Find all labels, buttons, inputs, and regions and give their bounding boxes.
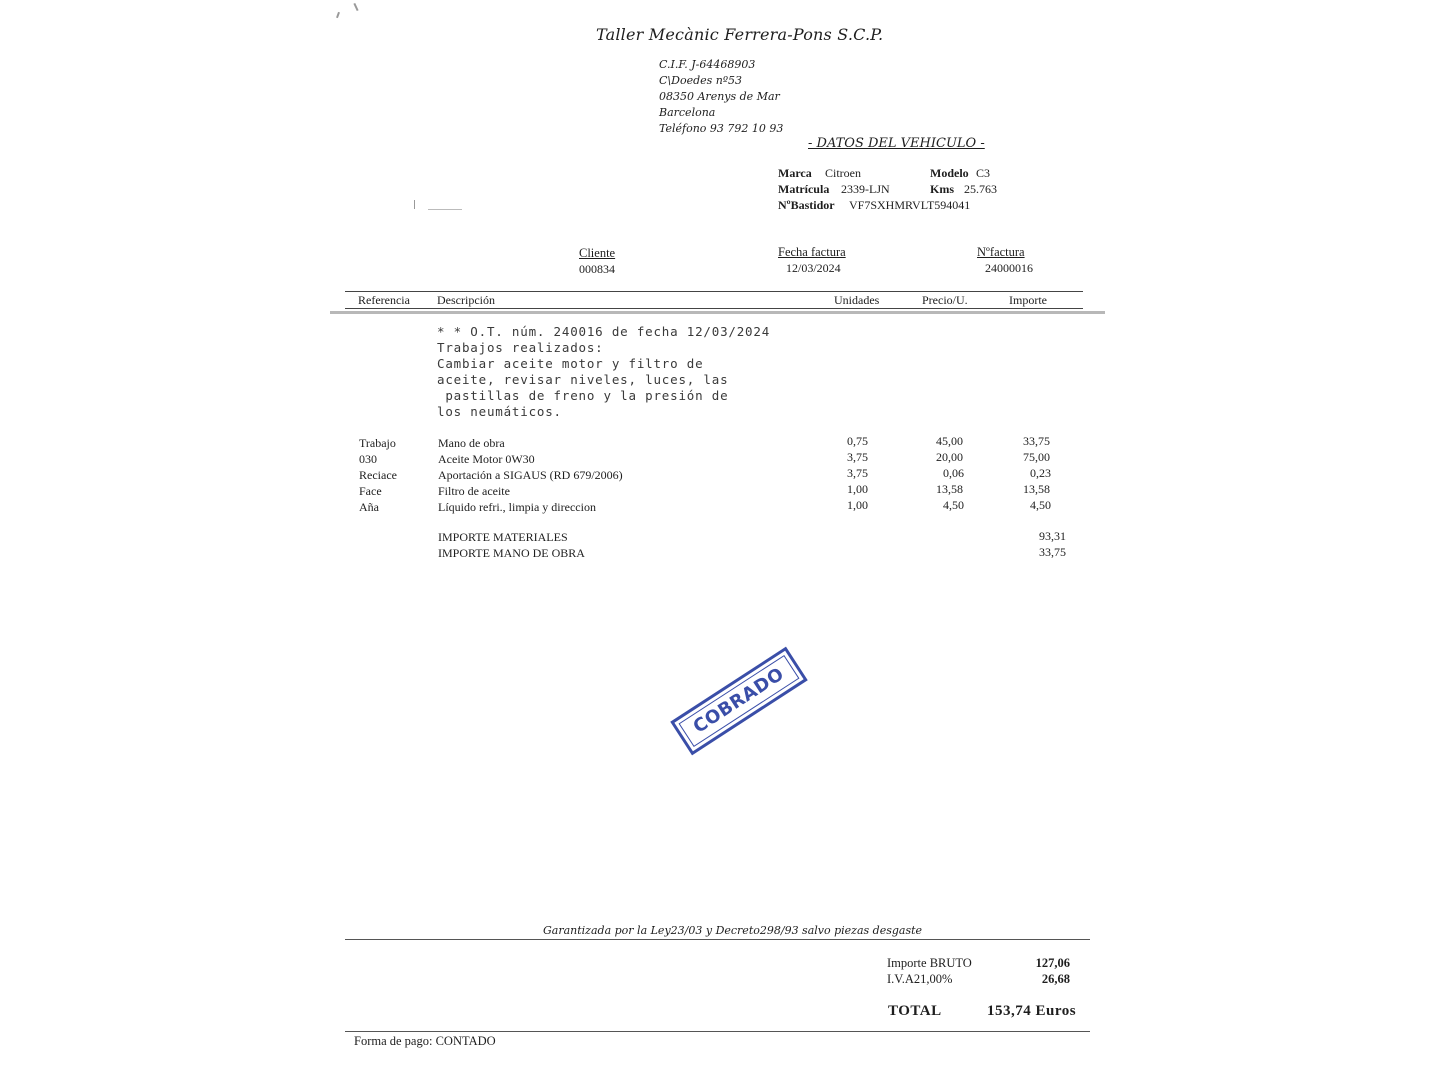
col-unidades: Unidades (834, 293, 880, 307)
line-amount: 75,00 (1023, 450, 1050, 464)
table-top-rule (345, 291, 1083, 292)
line-amount: 4,50 (1030, 498, 1051, 512)
stamp-inner-border (679, 655, 800, 747)
bruto-label: Importe BRUTO (887, 956, 972, 970)
materiales-value: 93,31 (1039, 529, 1066, 543)
note-line: pastillas de freno y la presión de (437, 388, 729, 403)
cliente-value: 000834 (579, 262, 615, 276)
line-desc: Aportación a SIGAUS (RD 679/2006) (438, 468, 623, 482)
line-desc: Aceite Motor 0W30 (438, 452, 535, 466)
table-shadow-rule (330, 311, 1105, 314)
bastidor-value: VF7SXHMRVLT594041 (849, 198, 971, 212)
line-desc: Filtro de aceite (438, 484, 510, 498)
scan-speck (428, 209, 462, 210)
line-units: 1,00 (847, 498, 868, 512)
company-city: 08350 Arenys de Mar (659, 90, 780, 103)
company-province: Barcelona (659, 106, 716, 119)
guarantee-note: Garantizada por la Ley23/03 y Decreto298/93 salvo piezas desgaste (543, 924, 923, 937)
line-ref: Reciace (359, 468, 397, 482)
marca-value: Citroen (825, 166, 861, 180)
table-header-rule (345, 308, 1083, 309)
col-descripcion: Descripción (437, 293, 495, 307)
bastidor-label: NºBastidor (778, 198, 835, 212)
total-label: TOTAL (888, 1003, 942, 1019)
company-street: C\Doedes nº53 (659, 74, 743, 87)
note-line: * * O.T. núm. 240016 de fecha 12/03/2024 (437, 324, 771, 339)
stamp-text: COBRADO (689, 663, 788, 738)
payment-method: Forma de pago: CONTADO (354, 1034, 496, 1048)
line-price: 20,00 (936, 450, 963, 464)
col-precio: Precio/U. (922, 293, 968, 307)
modelo-label: Modelo (930, 166, 969, 180)
vehicle-title: - DATOS DEL VEHICULO - (808, 136, 985, 151)
scan-speck (336, 12, 340, 18)
line-units: 3,75 (847, 450, 868, 464)
company-phone: Teléfono 93 792 10 93 (659, 122, 784, 135)
iva-value: 26,68 (1041, 972, 1070, 986)
materiales-label: IMPORTE MATERIALES (438, 530, 568, 544)
company-cif: C.I.F. J-64468903 (659, 58, 756, 71)
line-price: 0,06 (943, 466, 964, 480)
modelo-value: C3 (976, 166, 991, 180)
mano-obra-value: 33,75 (1039, 545, 1066, 559)
note-line: aceite, revisar niveles, luces, las (437, 372, 729, 387)
line-ref: Aña (359, 500, 379, 514)
note-line: Trabajos realizados: (437, 340, 604, 355)
line-amount: 13,58 (1023, 482, 1050, 496)
cliente-label: Cliente (579, 246, 616, 260)
note-line: los neumáticos. (437, 404, 562, 419)
company-address (659, 57, 783, 137)
line-ref: Trabajo (359, 436, 396, 450)
col-importe: Importe (1009, 293, 1047, 307)
iva-label: I.V.A21,00% (887, 972, 953, 986)
line-amount: 0,23 (1030, 466, 1051, 480)
footer-top-rule (345, 939, 1090, 940)
total-value: 153,74 Euros (987, 1003, 1077, 1019)
numero-value: 24000016 (985, 261, 1033, 275)
line-ref: Face (359, 484, 382, 498)
company-name: Taller Mecànic Ferrera-Pons S.C.P. (596, 25, 884, 44)
footer-bottom-rule (345, 1031, 1090, 1032)
line-amount: 33,75 (1023, 434, 1050, 448)
line-price: 45,00 (936, 434, 963, 448)
note-line: Cambiar aceite motor y filtro de (437, 356, 704, 371)
marca-label: Marca (778, 166, 812, 180)
line-ref: 030 (359, 452, 377, 466)
bruto-value: 127,06 (1035, 956, 1070, 970)
line-desc: Líquido refri., limpia y direccion (438, 500, 596, 514)
kms-value: 25.763 (964, 182, 997, 196)
col-referencia: Referencia (358, 293, 410, 307)
matricula-value: 2339-LJN (841, 182, 890, 196)
mano-obra-label: IMPORTE MANO DE OBRA (438, 546, 585, 560)
fecha-label: Fecha factura (778, 245, 846, 259)
cobrado-stamp (670, 647, 808, 756)
line-price: 4,50 (943, 498, 964, 512)
kms-label: Kms (930, 182, 954, 196)
fecha-value: 12/03/2024 (786, 261, 841, 275)
line-units: 1,00 (847, 482, 868, 496)
line-units: 3,75 (847, 466, 868, 480)
line-units: 0,75 (847, 434, 868, 448)
line-price: 13,58 (936, 482, 963, 496)
scan-speck (353, 3, 358, 11)
matricula-label: Matrícula (778, 182, 830, 196)
line-desc: Mano de obra (438, 436, 505, 450)
scan-speck (414, 200, 415, 209)
numero-label: Nºfactura (977, 245, 1025, 259)
